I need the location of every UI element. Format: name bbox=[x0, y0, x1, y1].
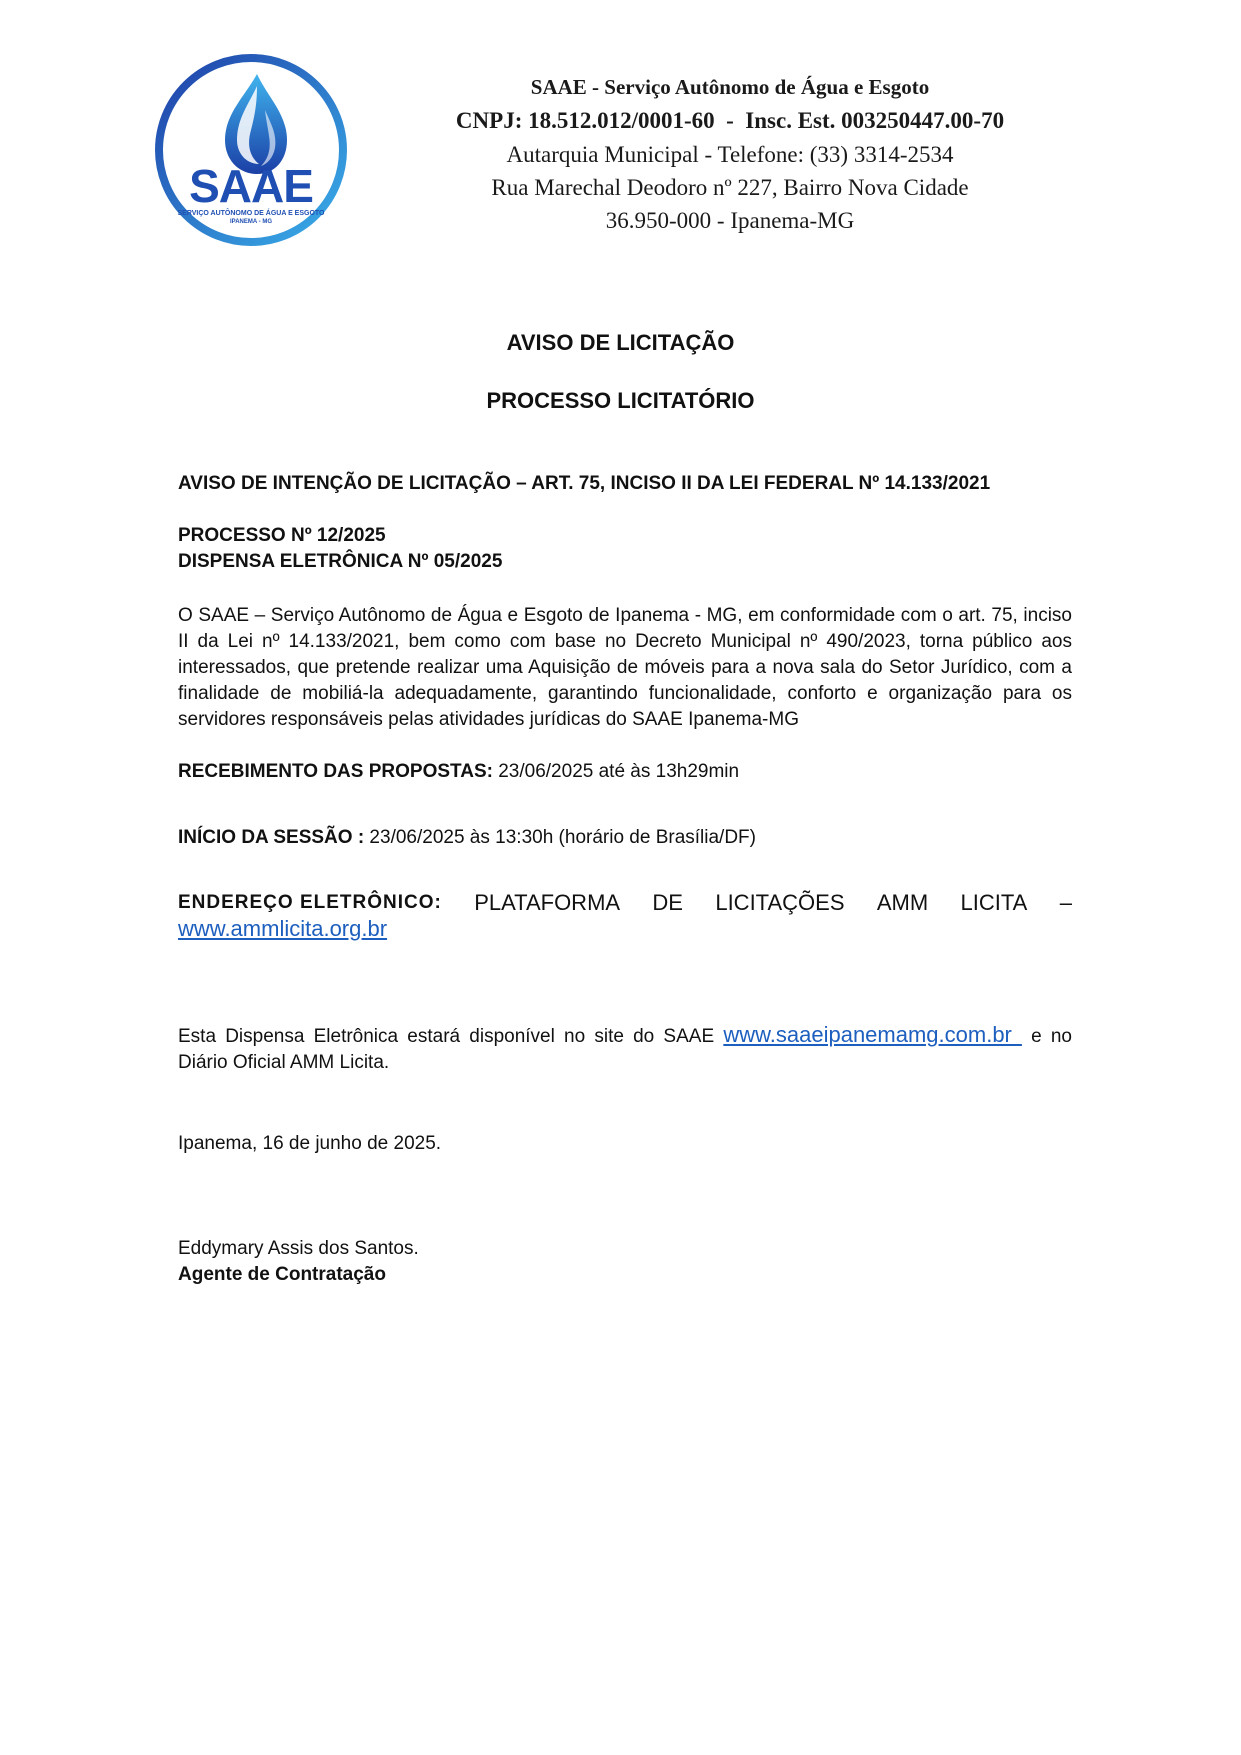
city-line: 36.950-000 - Ipanema-MG bbox=[605, 208, 855, 233]
recebimento-label: RECEBIMENTO DAS PROPOSTAS: bbox=[178, 761, 493, 782]
recebimento-value: 23/06/2025 até às 13h29min bbox=[492, 761, 740, 782]
ammlicita-link[interactable]: www.ammlicita.org.br bbox=[178, 916, 388, 941]
process-block bbox=[178, 523, 1072, 575]
dispensa-number: DISPENSA ELETRÔNICA Nº 05/2025 bbox=[178, 551, 503, 572]
signatory-name: Eddymary Assis dos Santos. bbox=[178, 1238, 419, 1259]
endereco-word: – bbox=[1059, 890, 1072, 915]
inicio-value: 23/06/2025 às 13:30h (horário de Brasília/DF) bbox=[364, 827, 756, 848]
date-line: Ipanema, 16 de junho de 2025. bbox=[178, 1133, 442, 1154]
process-number: PROCESSO Nº 12/2025 bbox=[178, 525, 386, 546]
endereco-row bbox=[178, 890, 1072, 916]
document-subtitle: PROCESSO LICITATÓRIO bbox=[486, 388, 755, 413]
logo-subtext: SERVIÇO AUTÔNOMO DE ÁGUA E ESGOTO bbox=[177, 210, 325, 217]
signature-block bbox=[178, 1236, 1072, 1288]
cnpj-line: CNPJ: 18.512.012/0001-60 - Insc. Est. 003250447.00-70 bbox=[455, 108, 1005, 133]
letterhead bbox=[420, 70, 1040, 237]
logo-subtext-city: IPANEMA - MG bbox=[230, 219, 272, 225]
signatory-role: Agente de Contratação bbox=[178, 1264, 386, 1285]
inicio-label: INÍCIO DA SESSÃO : bbox=[178, 827, 365, 848]
endereco-word: AMM bbox=[876, 890, 929, 915]
recebimento-line bbox=[178, 759, 1072, 785]
saae-logo bbox=[153, 52, 349, 248]
endereco-word: DE bbox=[652, 890, 683, 915]
logo-text: SAAE bbox=[189, 160, 313, 212]
saae-site-link[interactable]: www.saaeipanemamg.com.br bbox=[723, 1022, 1022, 1047]
dispensa-availability bbox=[178, 1022, 1078, 1076]
document-title: AVISO DE LICITAÇÃO bbox=[506, 330, 735, 355]
dispensa-text-before: Esta Dispensa Eletrônica estará disponível no site do SAAE bbox=[178, 1026, 724, 1047]
endereco-label: ENDEREÇO ELETRÔNICO: bbox=[178, 892, 442, 913]
dispensa-text-after: e no Diário Oficial AMM Licita. bbox=[178, 1026, 1078, 1073]
endereco-word: LICITA bbox=[960, 890, 1028, 915]
phone-line: Autarquia Municipal - Telefone: (33) 3314-2534 bbox=[506, 142, 954, 167]
address-line: Rua Marechal Deodoro nº 227, Bairro Nova Cidade bbox=[491, 175, 969, 200]
org-name: SAAE - Serviço Autônomo de Água e Esgoto bbox=[530, 75, 930, 99]
body-paragraph: O SAAE – Serviço Autônomo de Água e Esgoto de Ipanema - MG, em conformidade com o art. 75, inciso II da Lei nº 14.133/2021, bem como com base no Decreto Municipal nº 490/2023, torna público aos interessados, que pretende realizar uma Aquisição de móveis para a nova sala do Setor Jurídico, com a finalidade de mobiliá-la adequadamente, garantindo funcionalidade, conforto e organização para os servidores responsáveis pelas atividades jurídicas do SAAE Ipanema-MG bbox=[178, 605, 1072, 730]
endereco-block bbox=[178, 890, 1072, 944]
inicio-line bbox=[178, 825, 1072, 851]
endereco-word: LICITAÇÕES bbox=[715, 890, 845, 915]
intent-heading: AVISO DE INTENÇÃO DE LICITAÇÃO – ART. 75, INCISO II DA LEI FEDERAL Nº 14.133/2021 bbox=[178, 473, 991, 494]
endereco-word: PLATAFORMA bbox=[474, 890, 621, 915]
